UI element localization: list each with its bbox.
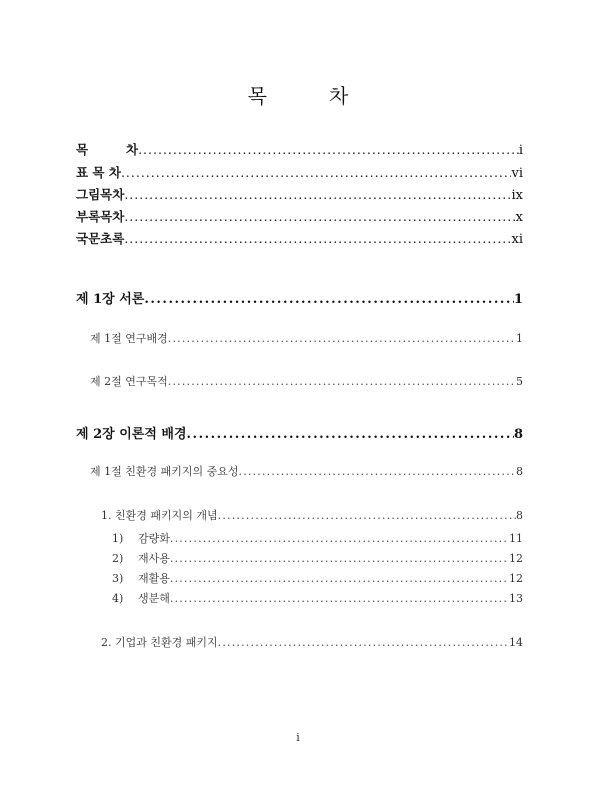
toc-subsection-2-1-2[interactable] <box>101 634 523 650</box>
toc-item-page: 13 <box>509 592 523 605</box>
toc-chapter-1[interactable] <box>76 288 523 307</box>
toc-entry-label: 그림목차 <box>76 187 125 202</box>
leader-dots <box>170 572 509 585</box>
toc-entry-label: 부록목차 <box>76 209 125 224</box>
toc-subsection-label: 2. 기업과 친환경 패키지 <box>101 636 218 649</box>
toc-item-label: 1) 감량화 <box>112 532 170 545</box>
toc-chapter-label: 제 2장 이론적 배경 <box>76 427 187 442</box>
leader-dots <box>168 332 516 345</box>
toc-chapter-page: 8 <box>513 427 523 442</box>
toc-chapter-page: 1 <box>513 292 523 307</box>
toc-section-1-1[interactable] <box>90 330 523 346</box>
toc-chapter-2[interactable] <box>76 423 523 442</box>
leader-dots <box>124 187 511 202</box>
toc-item-page: 11 <box>509 532 523 545</box>
leader-dots <box>168 375 516 388</box>
leader-dots <box>170 532 509 545</box>
leader-dots <box>218 509 516 522</box>
toc-item-label: 2) 재사용 <box>112 552 170 565</box>
toc-section-label: 제 1절 연구배경 <box>90 332 168 345</box>
toc-entry-label: 표 목 차 <box>76 165 121 180</box>
toc-subsection-2-1-1[interactable] <box>101 507 523 523</box>
leader-dots <box>170 552 509 565</box>
toc-section-label: 제 2절 연구목적 <box>90 375 168 388</box>
toc-section-label: 제 1절 친환경 패키지의 중요성 <box>90 465 239 478</box>
leader-dots <box>187 427 514 442</box>
toc-item-label: 4) 생분해 <box>112 592 170 605</box>
leader-dots <box>124 231 511 246</box>
toc-item-page: 12 <box>509 552 523 565</box>
toc-entry-figures[interactable] <box>76 185 523 203</box>
toc-chapter-label: 제 1장 서론 <box>76 292 145 307</box>
toc-entry-abstract[interactable] <box>76 229 523 247</box>
toc-entry-page: x <box>515 210 523 225</box>
toc-title <box>0 80 596 109</box>
toc-subsection-label: 1. 친환경 패키지의 개념 <box>101 509 218 522</box>
leader-dots <box>170 592 509 605</box>
leader-dots <box>144 292 514 307</box>
toc-section-1-2[interactable] <box>90 373 523 389</box>
toc-section-page: 8 <box>516 465 523 478</box>
toc-entry-appendix[interactable] <box>76 207 523 225</box>
toc-entry-tables[interactable] <box>76 163 523 181</box>
toc-item-reuse[interactable] <box>112 550 523 566</box>
toc-subsection-page: 14 <box>509 636 523 649</box>
toc-item-biodegrade[interactable] <box>112 590 523 606</box>
toc-subsection-page: 8 <box>516 509 523 522</box>
toc-item-label: 3) 재활용 <box>112 572 170 585</box>
toc-entry-page: i <box>518 143 523 158</box>
toc-entry-label: 국문초록 <box>76 231 125 246</box>
leader-dots <box>218 636 509 649</box>
leader-dots <box>124 209 515 224</box>
leader-dots <box>239 465 517 478</box>
leader-dots <box>138 142 519 157</box>
toc-item-page: 12 <box>509 572 523 585</box>
page-number: i <box>296 731 300 744</box>
toc-entry-label: 목 차 <box>76 142 139 157</box>
toc-section-page: 5 <box>516 375 523 388</box>
toc-entry-page: vi <box>511 166 523 181</box>
toc-title-right: 차 <box>329 84 349 108</box>
toc-item-reduction[interactable] <box>112 530 523 546</box>
toc-entry-page: ix <box>511 188 523 203</box>
toc-section-page: 1 <box>516 332 523 345</box>
toc-item-recycle[interactable] <box>112 570 523 586</box>
toc-title-left: 목 <box>247 84 267 108</box>
leader-dots <box>121 165 512 180</box>
toc-entry-page: xi <box>511 232 523 247</box>
toc-section-2-1[interactable] <box>90 463 523 479</box>
toc-entry-contents[interactable] <box>76 140 523 158</box>
